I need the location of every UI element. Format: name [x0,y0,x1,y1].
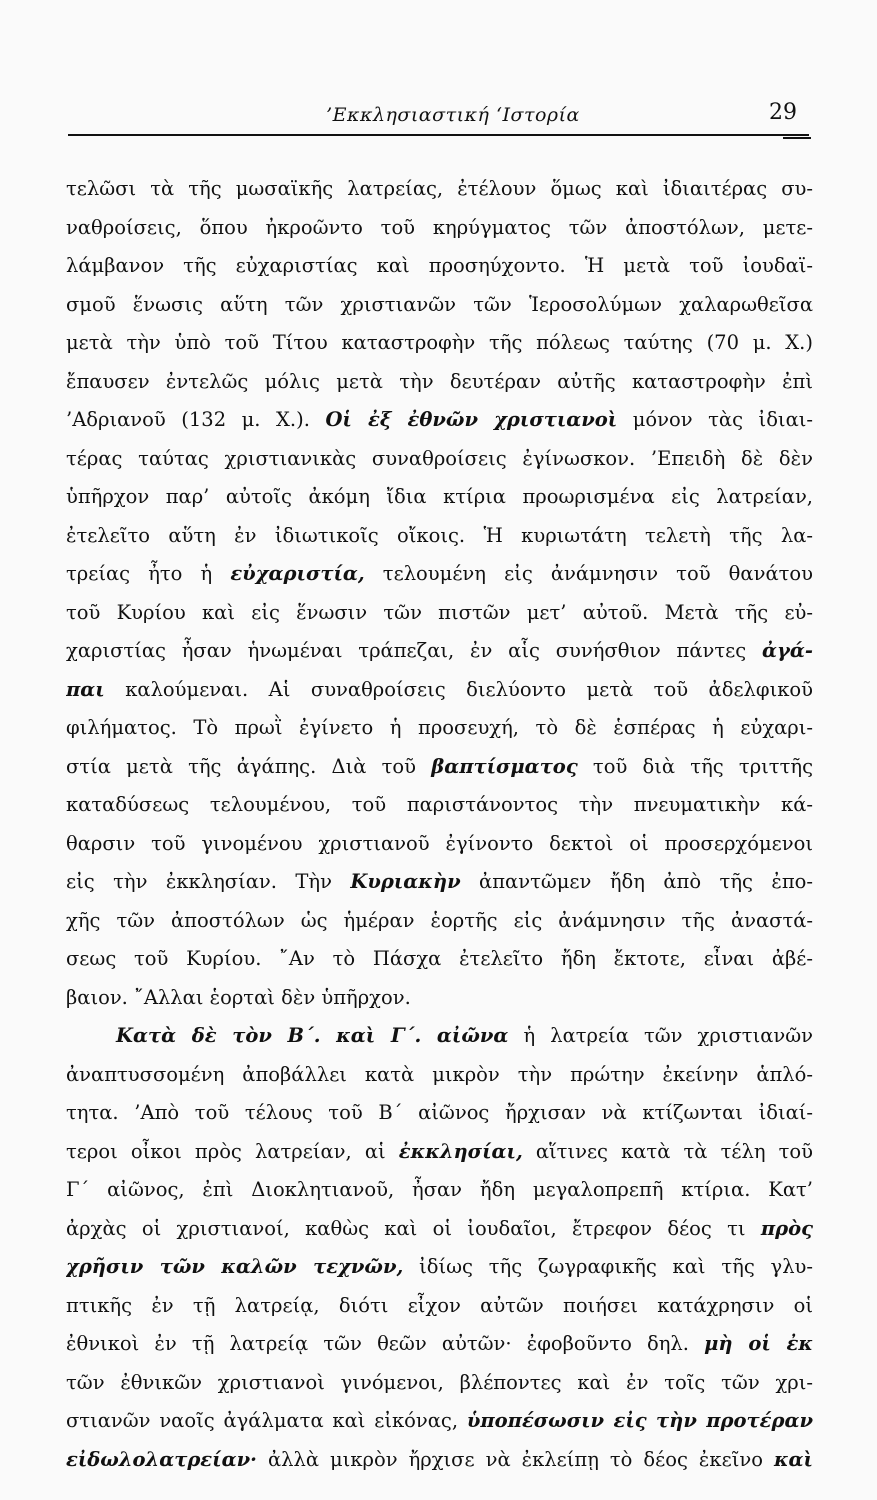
text-run: χαριστίας ἦσαν ἡνωμέναι τράπεζαι, ἐν αἷς συνήσθιον πάντες [66,639,763,662]
text-line [66,1248,813,1287]
text-line [66,902,813,941]
text-line [66,632,813,671]
text-run: τεροι οἶκοι πρὸς λατρείαν, αἱ [66,1139,399,1163]
text-run: τοῦ διὰ τῆς τριττῆς [577,754,813,778]
text-run: καλούμεναι. Αἱ συναθροίσεις διελύοντο μετὰ τοῦ ἀδελφικοῦ [104,677,813,701]
text-line [66,863,813,902]
text-line [66,671,813,710]
emphasized-term: παι [66,677,105,701]
emphasized-term: χρῆσιν τῶν καλῶν τεχνῶν, [66,1255,404,1278]
emphasized-term: Οἱ ἐξ ἐθνῶν χριστιανοὶ [325,408,618,431]
text-run: θαρσιν τοῦ γινομένου χριστιανοῦ ἐγίνοντο δεκτοὶ οἱ προσερχόμενοι [66,831,813,855]
text-run: τητα. ’Απὸ τοῦ τέλους τοῦ Β΄ αἰῶνος ἤρχισαν νὰ κτίζωνται ἰδιαί- [66,1101,813,1124]
text-run: σμοῦ ἕνωσις αὕτη τῶν χριστιανῶν τῶν Ἱεροσολύμων χαλαρωθεῖσα [66,292,813,316]
text-line [66,825,813,864]
text-run: τελῶσι τὰ τῆς μωσαϊκῆς λατρείας, ἐτέλουν ὅμως καὶ ἰδιαιτέρας συ- [66,177,813,200]
text-run: ἐθνικοὶ ἐν τῇ λατρείᾳ τῶν θεῶν αὐτῶν· ἐφοβοῦντο δηλ. [66,1332,705,1355]
text-run: ὑπῆρχον παρ’ αὐτοῖς ἀκόμη ἴδια κτίρια προωρισμένα εἰς λατρείαν, [66,485,813,508]
text-run: μετὰ τὴν ὑπὸ τοῦ Τίτου καταστροφὴν τῆς πόλεως ταύτης (70 μ. Χ.) [66,331,813,354]
header-rule [68,134,809,136]
text-line [66,1056,813,1095]
text-line [66,209,813,248]
page-header [68,100,809,140]
text-line [66,440,813,479]
text-run: χῆς τῶν ἀποστόλων ὡς ἡμέραν ἑορτῆς εἰς ἀνάμνησιν τῆς ἀναστά- [66,908,813,932]
emphasized-term: Κυριακὴν [350,870,461,893]
text-run: σεως τοῦ Κυρίου. ῎Αν τὸ Πάσχα ἐτελεῖτο ἤδη ἔκτοτε, εἶναι ἀβέ- [66,947,813,970]
text-run: τρείας ἦτο ἡ [66,562,231,585]
text-run: φιλήματος. Τὸ πρωῒ ἐγίνετο ἡ προσευχή, τὸ δὲ ἑσπέρας ἡ εὐχαρι- [66,716,813,739]
text-run: ναθροίσεις, ὅπου ἠκροῶντο τοῦ κηρύγματος τῶν ἀποστόλων, μετε- [66,215,813,239]
text-line [66,1364,813,1403]
emphasized-term: Κατὰ δὲ τὸν Β΄. καὶ Γ΄. αἰῶνα [116,1024,509,1047]
text-run: καταδύσεως τελουμένου, τοῦ παριστάνοντος τὴν πνευματικὴν κά- [66,793,813,816]
text-line [66,748,813,787]
text-run: τελουμένη εἰς ἀνάμνησιν τοῦ θανάτου [364,562,813,585]
text-line [66,709,813,748]
text-run: ἀρχὰς οἱ χριστιανοί, καθὼς καὶ οἱ ἰουδαῖοι, ἔτρεφον δέος τι [66,1216,761,1240]
running-title: ’Εκκλησιαστική ‘Ιστορία [326,104,580,126]
emphasized-term: εἰδωλολατρείαν· [66,1447,257,1471]
text-line [66,1171,813,1210]
text-run: ἐτελεῖτο αὕτη ἐν ἰδιωτικοῖς οἴκοις. Ἡ κυριωτάτη τελετὴ τῆς λα- [66,523,813,547]
emphasized-term: εὐχαριστία, [230,562,365,585]
text-run: στιανῶν ναοῖς ἀγάλματα καὶ εἰκόνας, [66,1409,467,1432]
text-line [66,786,813,825]
text-run: μόνον τὰς ἰδιαι- [617,408,813,431]
text-line [66,1210,813,1249]
text-line [66,1017,813,1056]
text-line [66,363,813,402]
emphasized-term: ἐκκλησίαι, [398,1139,523,1163]
text-line [66,1133,813,1172]
text-line [66,594,813,633]
text-line [66,324,813,363]
emphasized-term: μὴ οἱ ἐκ [704,1332,813,1355]
text-run: ἰδίως τῆς ζωγραφικῆς καὶ τῆς γλυ- [403,1255,813,1278]
text-line [66,1287,813,1326]
text-line [66,170,813,209]
text-line [66,1402,813,1441]
emphasized-term: καὶ [773,1447,813,1471]
text-run: πτικῆς ἐν τῇ λατρείᾳ, διότι εἶχον αὐτῶν ποιήσει κατάχρησιν οἱ [66,1293,813,1317]
text-line [66,940,813,979]
text-run: ἀπαντῶμεν ἤδη ἀπὸ τῆς ἐπο- [460,870,813,893]
body-text [66,170,813,1479]
emphasized-term: βαπτίσματος [431,754,578,778]
text-run: ἡ λατρεία τῶν χριστιανῶν [508,1024,813,1047]
text-line [66,979,813,1018]
text-run: λάμβανον τῆς εὐχαριστίας καὶ προσηύχοντο. Ἡ μετὰ τοῦ ἰουδαϊ- [66,254,813,277]
text-run: τοῦ Κυρίου καὶ εἰς ἕνωσιν τῶν πιστῶν μετ’ αὐτοῦ. Μετὰ τῆς εὐ- [66,600,813,624]
header-rule-ornament [783,129,811,139]
text-run: τῶν ἐθνικῶν χριστιανοὶ γινόμενοι, βλέποντες καὶ ἐν τοῖς τῶν χρι- [66,1370,813,1394]
text-line [66,286,813,325]
text-run: αἵτινες κατὰ τὰ τέλη τοῦ [522,1139,813,1163]
text-line [66,555,813,594]
text-run: τέρας ταύτας χριστιανικὰς συναθροίσεις ἐγίνωσκον. ’Επειδὴ δὲ δὲν [66,446,813,470]
page-number: 29 [769,100,797,125]
text-line [66,1094,813,1133]
text-line [66,1325,813,1364]
text-run: βαιον. ῎Αλλαι ἑορταὶ δὲν ὑπῆρχον. [66,985,411,1009]
text-run: ἀναπτυσσομένη ἀποβάλλει κατὰ μικρὸν τὴν πρώτην ἐκείνην ἁπλό- [66,1062,813,1086]
text-run: στία μετὰ τῆς ἀγάπης. Διὰ τοῦ [66,754,432,778]
text-line [66,401,813,440]
text-run: εἰς τὴν ἐκκλησίαν. Τὴν [66,870,351,893]
emphasized-term: ὑποπέσωσιν εἰς τὴν προτέραν [466,1409,813,1432]
text-line [66,247,813,286]
text-line [66,478,813,517]
text-run: ἔπαυσεν ἐντελῶς μόλις μετὰ τὴν δευτέραν αὐτῆς καταστροφὴν ἐπὶ [66,369,813,393]
text-line [66,1441,813,1480]
emphasized-term: ἀγά- [762,639,813,662]
text-run: Γ΄ αἰῶνος, ἐπὶ Διοκλητιανοῦ, ἦσαν ἤδη μεγαλοπρεπῆ κτίρια. Κατ’ [66,1178,813,1201]
text-run: ἀλλὰ μικρὸν ἤρχισε νὰ ἐκλείπῃ τὸ δέος ἐκεῖνο [256,1447,774,1471]
emphasized-term: πρὸς [760,1216,813,1240]
text-line [66,517,813,556]
text-run: ’Αδριανοῦ (132 μ. Χ.). [66,408,326,431]
